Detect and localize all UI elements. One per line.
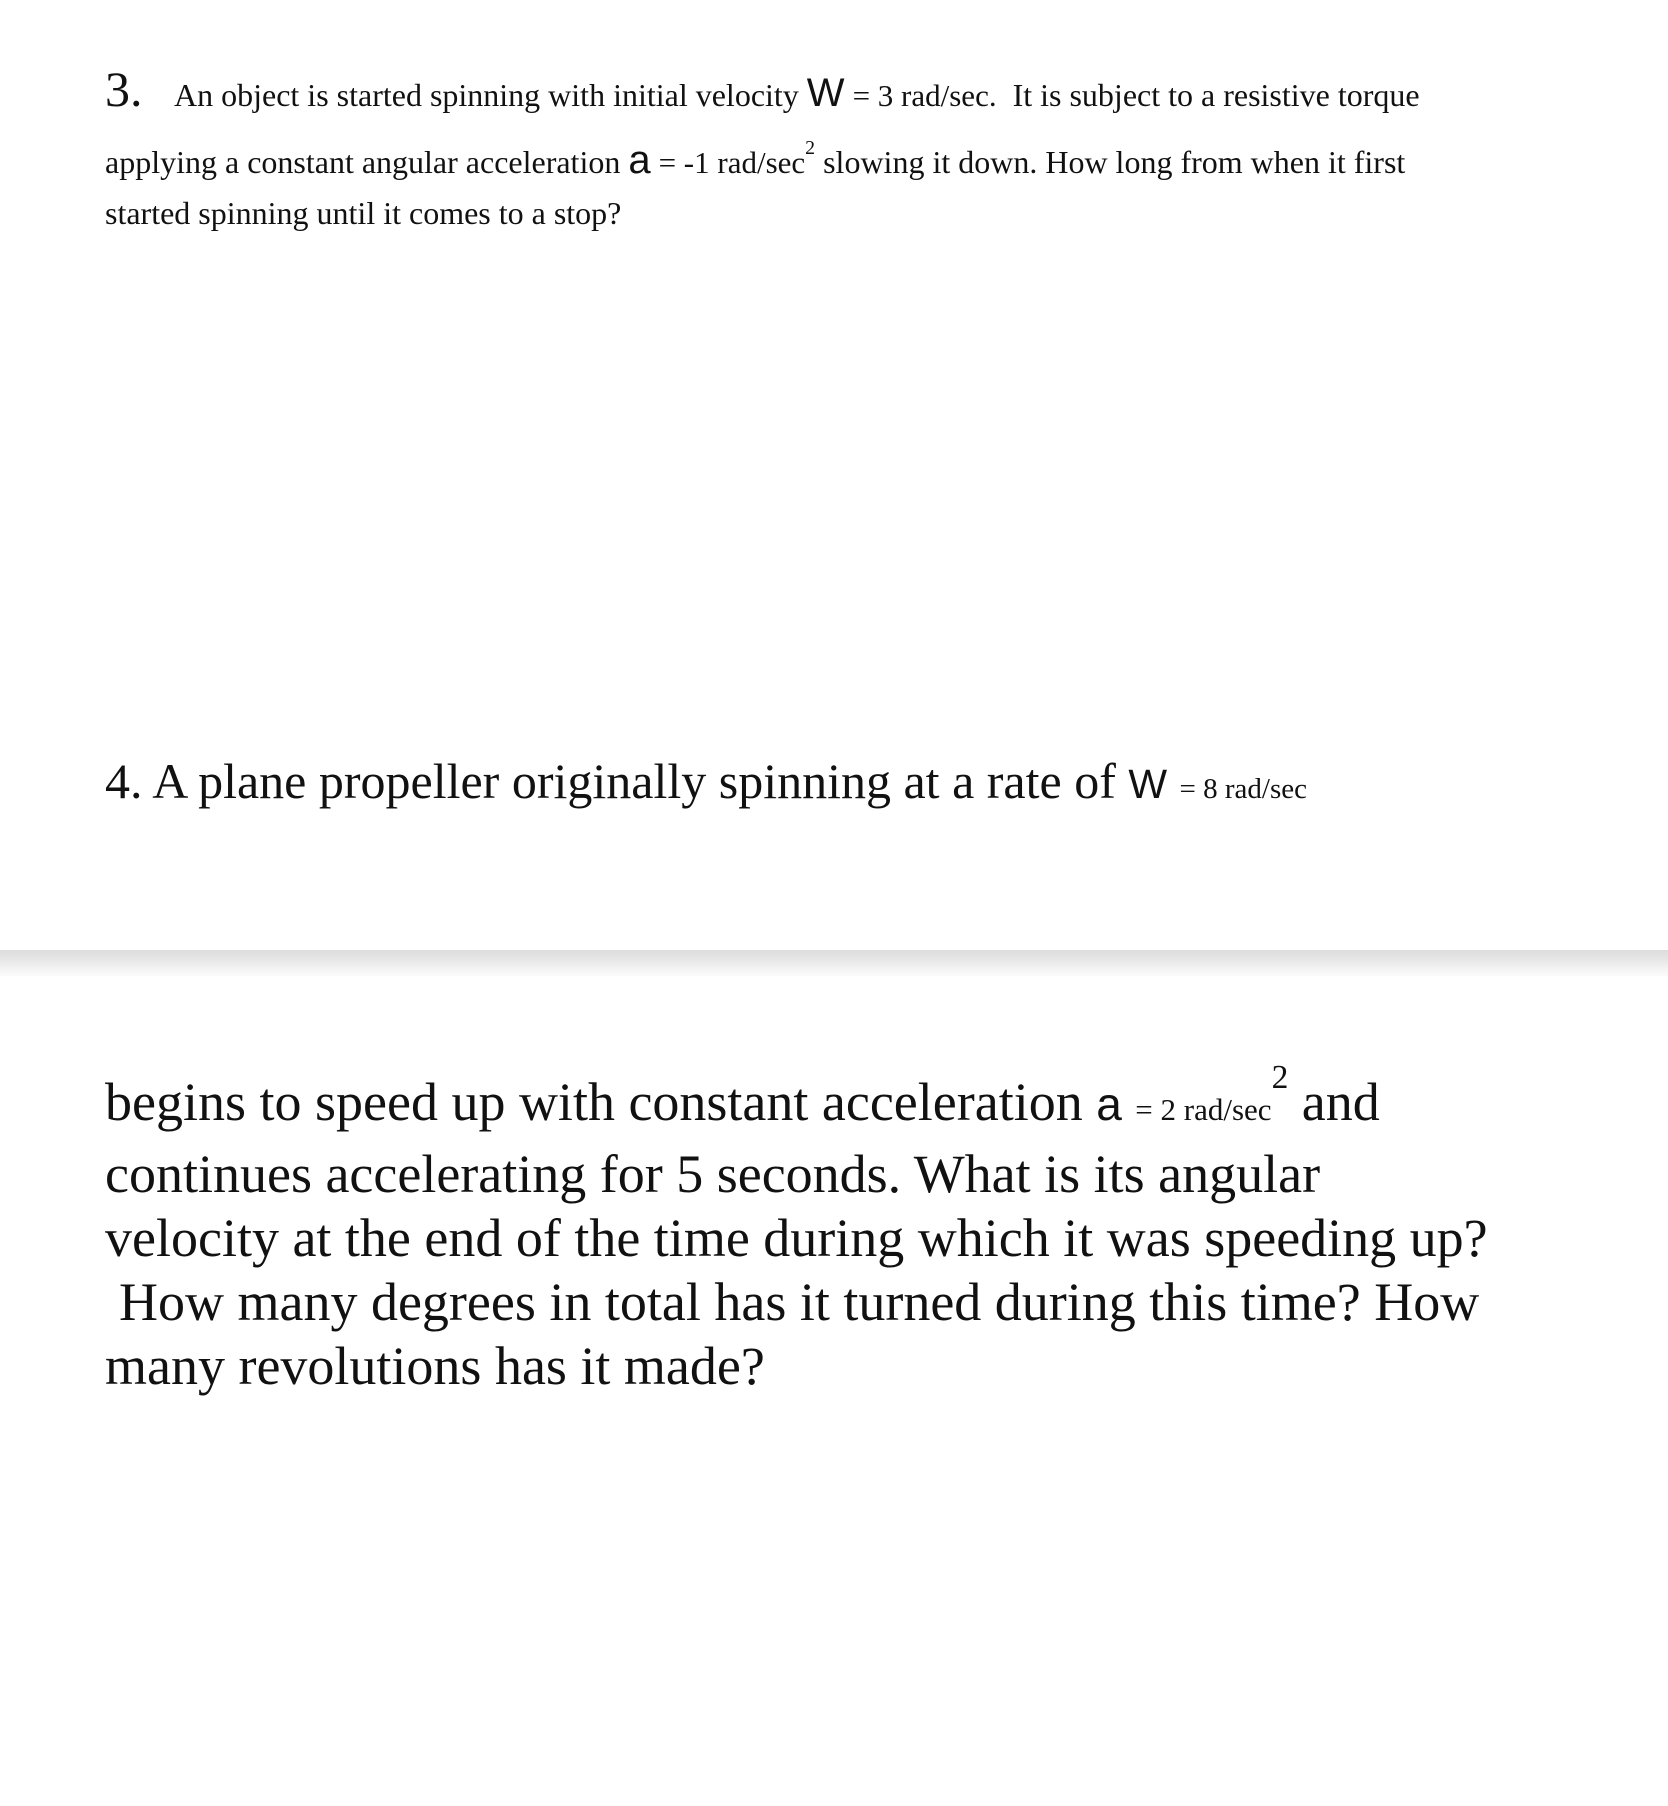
alpha-value: = -1 rad/sec <box>658 145 806 180</box>
omega-symbol: W <box>806 71 845 115</box>
question-3-text-part: started spinning until it comes to a stop? <box>105 195 622 231</box>
omega-value: = 3 rad/sec. <box>852 78 997 113</box>
question-4-text-part: 4. A plane propeller originally spinning at a rate of <box>105 753 1116 809</box>
alpha-symbol: a <box>628 138 651 182</box>
question-3-line-1 <box>105 60 1608 118</box>
alpha-exponent: 2 <box>805 137 816 160</box>
omega-symbol: W <box>1128 761 1168 807</box>
question-4-cont-line-5: many revolutions has it made? <box>105 1336 765 1396</box>
question-3-text-part: It is subject to a resistive torque <box>1012 77 1420 113</box>
question-3-line-2 <box>105 138 1608 183</box>
question-4-cont-line-3: velocity at the end of the time during which it was speeding up? <box>105 1208 1488 1268</box>
question-4-text-part: begins to speed up with constant acceleration <box>105 1072 1083 1132</box>
question-4-continued <box>105 1059 1608 1398</box>
alpha-value: = 2 rad/sec <box>1135 1092 1272 1127</box>
question-4-cont-line-1 <box>105 1059 1608 1142</box>
question-3-text-part: An object is started spinning with initial velocity <box>174 77 799 113</box>
alpha-exponent: 2 <box>1271 1059 1289 1097</box>
question-4-cont-line-4: How many degrees in total has it turned during this time? How <box>119 1272 1480 1332</box>
page-separator <box>0 950 1668 976</box>
question-4-line-1 <box>105 752 1608 810</box>
question-3-text-part: slowing it down. How long from when it first <box>823 144 1406 180</box>
alpha-symbol: a <box>1096 1078 1122 1130</box>
question-3-number: 3. <box>105 61 143 117</box>
question-3-line-3 <box>105 195 1608 232</box>
question-4-cont-line-2: continues accelerating for 5 seconds. What is its angular <box>105 1144 1321 1204</box>
question-4-text-part: and <box>1301 1072 1380 1132</box>
question-3-text-part: applying a constant angular acceleration <box>105 144 621 180</box>
omega-value: = 8 rad/sec <box>1179 773 1308 805</box>
